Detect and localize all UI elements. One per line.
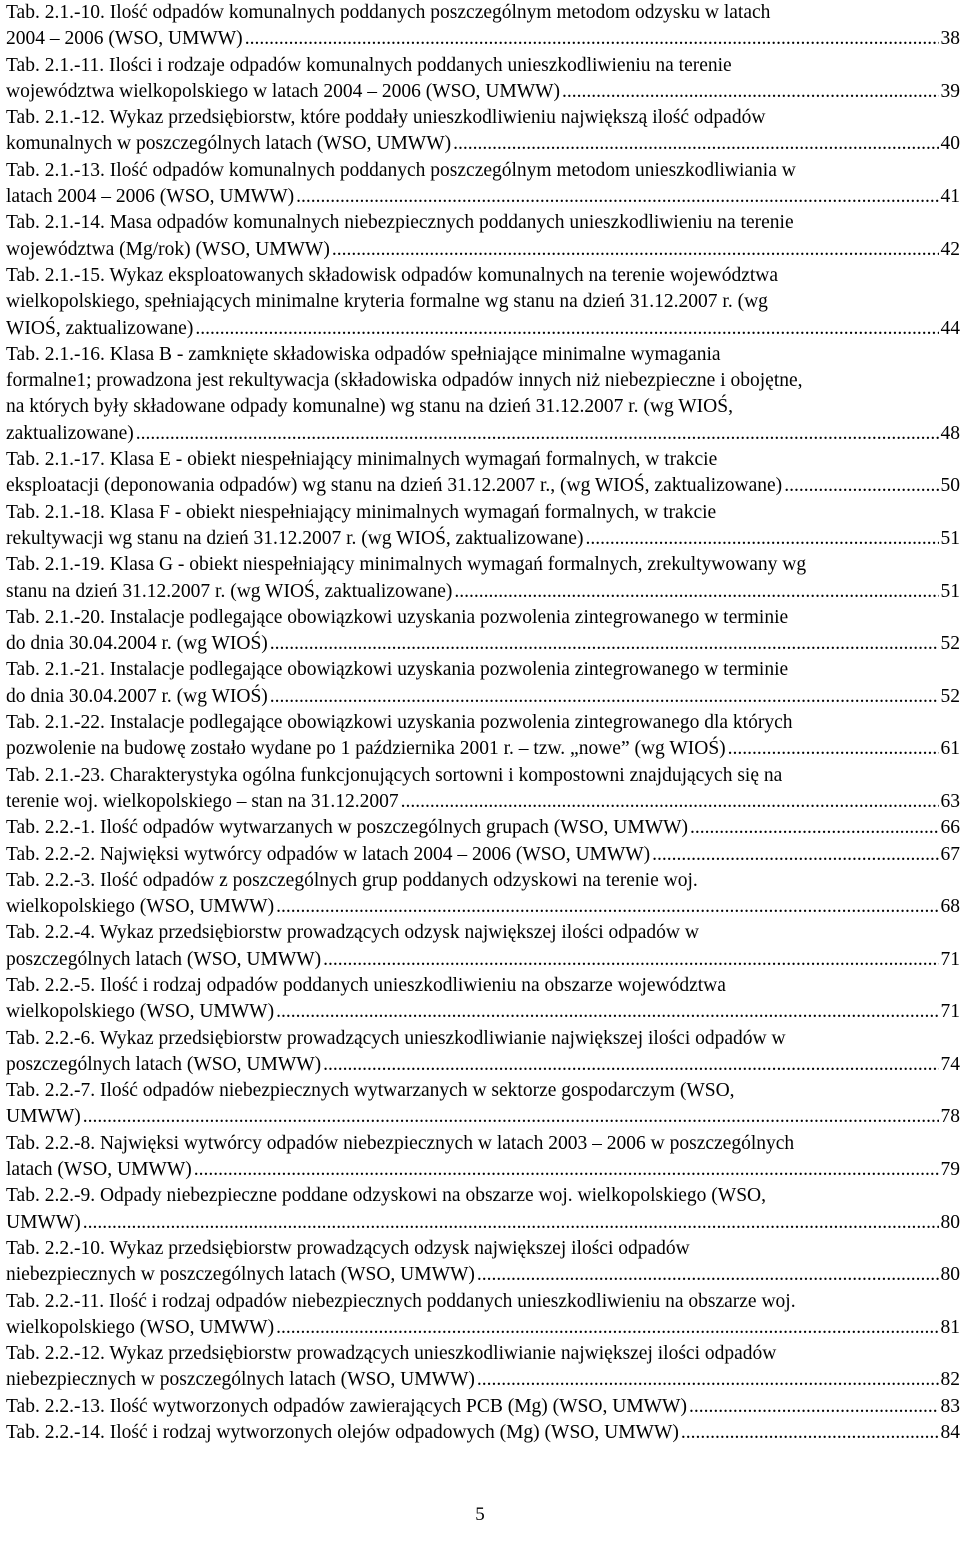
toc-entry-title-end: województwa wielkopolskiego w latach 2004 – 2006 (WSO, UMWW) [6, 80, 561, 102]
dot-leader [270, 631, 939, 657]
toc-entry[interactable] [6, 1420, 960, 1446]
toc-entry-title-end: wielkopolskiego (WSO, UMWW) [6, 1316, 275, 1338]
toc-entry-title-end: WIOŚ, zaktualizowane) [6, 317, 194, 339]
toc-entry-page: 74 [940, 1053, 960, 1075]
toc-entry-page: 84 [940, 1422, 960, 1444]
toc-entry-page: 52 [940, 633, 960, 655]
toc-entry-last-line [6, 1367, 960, 1393]
toc-entry[interactable] [6, 868, 960, 921]
toc-entry[interactable] [6, 1183, 960, 1236]
table-of-tables [6, 0, 960, 1446]
dot-leader [652, 842, 938, 868]
toc-entry[interactable] [6, 1289, 960, 1342]
toc-entry-last-line [6, 579, 960, 605]
dot-leader [453, 131, 938, 157]
toc-entry-page: 61 [940, 738, 960, 760]
toc-entry[interactable] [6, 657, 960, 710]
toc-entry-last-line [6, 1394, 960, 1420]
toc-entry-title-end: Tab. 2.2.-1. Ilość odpadów wytwarzanych w poszczególnych grupach (WSO, UMWW) [6, 817, 689, 839]
toc-entry-line: Tab. 2.2.-5. Ilość i rodzaj odpadów poddanych unieszkodliwieniu na obszarze województwa [6, 974, 726, 996]
toc-entry-last-line [6, 1052, 960, 1078]
toc-entry-line: Tab. 2.2.-8. Najwięksi wytwórcy odpadów niebezpiecznych w latach 2003 – 2006 w poszczególnych [6, 1132, 795, 1154]
toc-entry[interactable] [6, 1341, 960, 1394]
toc-entry[interactable] [6, 158, 960, 211]
toc-entry-line: Tab. 2.2.-9. Odpady niebezpieczne poddane odzyskowi na obszarze woj. wielkopolskiego (WSO, [6, 1185, 766, 1207]
dot-leader [296, 184, 938, 210]
toc-entry-page: 71 [940, 1001, 960, 1023]
toc-entry-last-line [6, 842, 960, 868]
toc-entry-line: Tab. 2.1.-11. Ilości i rodzaje odpadów komunalnych poddanych unieszkodliwieniu na terenie [6, 54, 732, 76]
toc-entry-last-line [6, 947, 960, 973]
toc-entry-line: Tab. 2.1.-10. Ilość odpadów komunalnych poddanych poszczególnym metodom odzysku w latach [6, 2, 771, 23]
dot-leader [245, 26, 939, 52]
toc-entry[interactable] [6, 1131, 960, 1184]
toc-entry-title-end: niebezpiecznych w poszczególnych latach (WSO, UMWW) [6, 1369, 475, 1391]
toc-entry-page: 40 [940, 133, 960, 155]
toc-entry-last-line [6, 184, 960, 210]
dot-leader [276, 999, 938, 1025]
toc-entry-line: Tab. 2.2.-3. Ilość odpadów z poszczególnych grup poddanych odzyskowi na terenie woj. [6, 869, 698, 891]
dot-leader [690, 815, 938, 841]
toc-entry-line: Tab. 2.2.-12. Wykaz przedsiębiorstw prowadzących unieszkodliwianie największej ilości odpadów [6, 1343, 777, 1365]
toc-entry[interactable] [6, 842, 960, 868]
toc-entry-title-end: zaktualizowane) [6, 422, 134, 444]
toc-entry-last-line [6, 237, 960, 263]
toc-entry-last-line [6, 131, 960, 157]
toc-entry-title-end: 2004 – 2006 (WSO, UMWW) [6, 28, 243, 50]
dot-leader [323, 1052, 938, 1078]
toc-entry-title-end: rekultywacji wg stanu na dzień 31.12.2007 r. (wg WIOŚ, zaktualizowane) [6, 527, 584, 549]
toc-entry-line: Tab. 2.1.-19. Klasa G - obiekt niespełniający minimalnych wymagań formalnych, zrekultywowany wg [6, 554, 807, 576]
dot-leader [689, 1394, 939, 1420]
toc-entry-last-line [6, 789, 960, 815]
toc-entry-page: 51 [940, 527, 960, 549]
toc-entry-line: Tab. 2.1.-22. Instalacje podlegające obowiązkowi uzyskania pozwolenia zintegrowanego dla których [6, 712, 793, 734]
toc-entry-title-end: Tab. 2.2.-2. Najwięksi wytwórcy odpadów w latach 2004 – 2006 (WSO, UMWW) [6, 843, 651, 865]
toc-entry[interactable] [6, 920, 960, 973]
toc-entry-title-end: pozwolenie na budowę zostało wydane po 1 października 2001 r. – tzw. „nowe” (wg WIOŚ) [6, 738, 726, 760]
toc-entry[interactable] [6, 815, 960, 841]
toc-entry-page: 80 [940, 1211, 960, 1233]
dot-leader [83, 1210, 939, 1236]
toc-entry-last-line [6, 684, 960, 710]
toc-entry-last-line [6, 999, 960, 1025]
toc-entry-page: 68 [940, 896, 960, 918]
toc-entry-page: 79 [940, 1159, 960, 1181]
toc-entry[interactable] [6, 973, 960, 1026]
toc-entry-line: Tab. 2.2.-7. Ilość odpadów niebezpiecznych wytwarzanych w sektorze gospodarczym (WSO, [6, 1080, 735, 1102]
toc-entry[interactable] [6, 763, 960, 816]
toc-entry-page: 50 [940, 475, 960, 497]
toc-entry-last-line [6, 26, 960, 52]
toc-entry-page: 42 [940, 238, 960, 260]
toc-entry-line: formalne1; prowadzona jest rekultywacja (składowiska odpadów innych niż niebezpieczne i obojętne, [6, 370, 803, 392]
dot-leader [194, 1157, 939, 1183]
toc-entry-title-end: komunalnych w poszczególnych latach (WSO, UMWW) [6, 133, 452, 155]
toc-entry-line: Tab. 2.1.-21. Instalacje podlegające obowiązkowi uzyskania pozwolenia zintegrowanego w terminie [6, 659, 789, 681]
toc-entry-page: 78 [940, 1106, 960, 1128]
toc-entry-title-end: terenie woj. wielkopolskiego – stan na 31.12.2007 [6, 790, 399, 812]
toc-entry[interactable] [6, 210, 960, 263]
toc-entry[interactable] [6, 710, 960, 763]
toc-entry[interactable] [6, 105, 960, 158]
toc-entry-title-end: do dnia 30.04.2004 r. (wg WIOŚ) [6, 633, 268, 655]
toc-entry-title-end: niebezpiecznych w poszczególnych latach (WSO, UMWW) [6, 1264, 475, 1286]
toc-entry[interactable] [6, 0, 960, 53]
dot-leader [454, 579, 938, 605]
toc-entry-title-end: UMWW) [6, 1106, 81, 1128]
toc-entry-last-line [6, 815, 960, 841]
toc-entry-last-line [6, 316, 960, 342]
toc-entry-title-end: wielkopolskiego (WSO, UMWW) [6, 896, 275, 918]
toc-entry-page: 63 [940, 790, 960, 812]
toc-entry-title-end: UMWW) [6, 1211, 81, 1233]
toc-entry[interactable] [6, 447, 960, 500]
toc-entry-line: Tab. 2.1.-12. Wykaz przedsiębiorstw, które poddały unieszkodliwieniu największą ilość odpadów [6, 107, 766, 129]
toc-entry-page: 51 [940, 580, 960, 602]
toc-entry-last-line [6, 526, 960, 552]
dot-leader [136, 421, 939, 447]
toc-entry-last-line [6, 79, 960, 105]
toc-entry-page: 67 [940, 843, 960, 865]
toc-entry-line: wielkopolskiego, spełniających minimalne kryteria formalne wg stanu na dzień 31.12.2007 r. (wg [6, 291, 768, 313]
toc-entry-page: 44 [940, 317, 960, 339]
dot-leader [276, 1315, 938, 1341]
toc-entry-line: Tab. 2.1.-14. Masa odpadów komunalnych niebezpiecznych poddanych unieszkodliwieniu na terenie [6, 212, 794, 234]
toc-entry-title-end: stanu na dzień 31.12.2007 r. (wg WIOŚ, zaktualizowane) [6, 580, 453, 602]
toc-entry-line: Tab. 2.1.-17. Klasa E - obiekt niespełniający minimalnych wymagań formalnych, w trakcie [6, 449, 718, 471]
toc-entry[interactable] [6, 552, 960, 605]
toc-entry-page: 81 [940, 1316, 960, 1338]
toc-entry-title-end: Tab. 2.2.-14. Ilość i rodzaj wytworzonych olejów odpadowych (Mg) (WSO, UMWW) [6, 1422, 679, 1444]
dot-leader [477, 1262, 939, 1288]
toc-entry-line: Tab. 2.2.-4. Wykaz przedsiębiorstw prowadzących odzysk największej ilości odpadów w [6, 922, 699, 944]
toc-entry-line: Tab. 2.1.-16. Klasa B - zamknięte składowiska odpadów spełniające minimalne wymagania [6, 343, 721, 365]
toc-entry-title-end: wielkopolskiego (WSO, UMWW) [6, 1001, 275, 1023]
toc-entry-page: 52 [940, 685, 960, 707]
dot-leader [276, 894, 938, 920]
toc-entry-title-end: do dnia 30.04.2007 r. (wg WIOŚ) [6, 685, 268, 707]
toc-entry-last-line [6, 1420, 960, 1446]
toc-entry-title-end: latach (WSO, UMWW) [6, 1159, 192, 1181]
toc-entry-last-line [6, 1262, 960, 1288]
toc-entry[interactable] [6, 605, 960, 658]
toc-entry-page: 83 [940, 1395, 960, 1417]
dot-leader [332, 237, 939, 263]
toc-entry-line: Tab. 2.1.-13. Ilość odpadów komunalnych poddanych poszczególnym metodom unieszkodliwiania w [6, 159, 796, 181]
toc-entry[interactable] [6, 53, 960, 106]
dot-leader [681, 1420, 939, 1446]
dot-leader [784, 473, 938, 499]
toc-entry-line: Tab. 2.2.-10. Wykaz przedsiębiorstw prowadzących odzysk największej ilości odpadów [6, 1237, 690, 1259]
toc-entry-last-line [6, 1315, 960, 1341]
page-number: 5 [475, 1504, 485, 1525]
dot-leader [728, 736, 939, 762]
toc-entry-title-end: Tab. 2.2.-13. Ilość wytworzonych odpadów zawierających PCB (Mg) (WSO, UMWW) [6, 1395, 687, 1417]
toc-entry-page: 41 [940, 186, 960, 208]
dot-leader [323, 947, 938, 973]
dot-leader [270, 684, 939, 710]
toc-entry-page: 39 [940, 80, 960, 102]
toc-entry-title-end: eksploatacji (deponowania odpadów) wg stanu na dzień 31.12.2007 r., (wg WIOŚ, zaktualizowane) [6, 475, 783, 497]
dot-leader [562, 79, 938, 105]
toc-entry-last-line [6, 1157, 960, 1183]
toc-entry-line: Tab. 2.1.-18. Klasa F - obiekt niespełniający minimalnych wymagań formalnych, w trakcie [6, 501, 717, 523]
toc-entry-line: na których były składowane odpady komunalne) wg stanu na dzień 31.12.2007 r. (wg WIOŚ, [6, 396, 733, 418]
dot-leader [401, 789, 939, 815]
dot-leader [585, 526, 938, 552]
toc-entry[interactable] [6, 263, 960, 342]
toc-entry[interactable] [6, 342, 960, 447]
toc-entry-line: Tab. 2.2.-6. Wykaz przedsiębiorstw prowadzących unieszkodliwianie największej ilości odpadów w [6, 1027, 786, 1049]
toc-entry-title-end: województwa (Mg/rok) (WSO, UMWW) [6, 238, 330, 260]
dot-leader [83, 1104, 939, 1130]
toc-entry-line: Tab. 2.1.-20. Instalacje podlegające obowiązkowi uzyskania pozwolenia zintegrowanego w terminie [6, 606, 789, 628]
toc-entry[interactable] [6, 1026, 960, 1079]
toc-entry-page: 48 [940, 422, 960, 444]
toc-entry[interactable] [6, 1394, 960, 1420]
toc-entry-last-line [6, 736, 960, 762]
dot-leader [195, 316, 938, 342]
toc-entry-last-line [6, 894, 960, 920]
toc-entry-last-line [6, 421, 960, 447]
toc-entry-title-end: latach 2004 – 2006 (WSO, UMWW) [6, 186, 295, 208]
toc-entry[interactable] [6, 1078, 960, 1131]
toc-entry-page: 71 [940, 948, 960, 970]
toc-entry-last-line [6, 1104, 960, 1130]
toc-entry-page: 66 [940, 817, 960, 839]
toc-entry-title-end: poszczególnych latach (WSO, UMWW) [6, 948, 322, 970]
toc-entry[interactable] [6, 500, 960, 553]
toc-entry-last-line [6, 1210, 960, 1236]
toc-entry-title-end: poszczególnych latach (WSO, UMWW) [6, 1053, 322, 1075]
toc-entry-page: 80 [940, 1264, 960, 1286]
toc-entry-line: Tab. 2.1.-23. Charakterystyka ogólna funkcjonujących sortowni i kompostowni znajdujących się na [6, 764, 783, 786]
toc-entry[interactable] [6, 1236, 960, 1289]
toc-entry-page: 38 [940, 28, 960, 50]
toc-entry-last-line [6, 473, 960, 499]
toc-entry-line: Tab. 2.2.-11. Ilość i rodzaj odpadów niebezpiecznych poddanych unieszkodliwieniu na obszarze woj. [6, 1290, 796, 1312]
toc-entry-page: 82 [940, 1369, 960, 1391]
toc-entry-line: Tab. 2.1.-15. Wykaz eksploatowanych składowisk odpadów komunalnych na terenie województwa [6, 264, 779, 286]
toc-entry-last-line [6, 631, 960, 657]
dot-leader [477, 1367, 939, 1393]
